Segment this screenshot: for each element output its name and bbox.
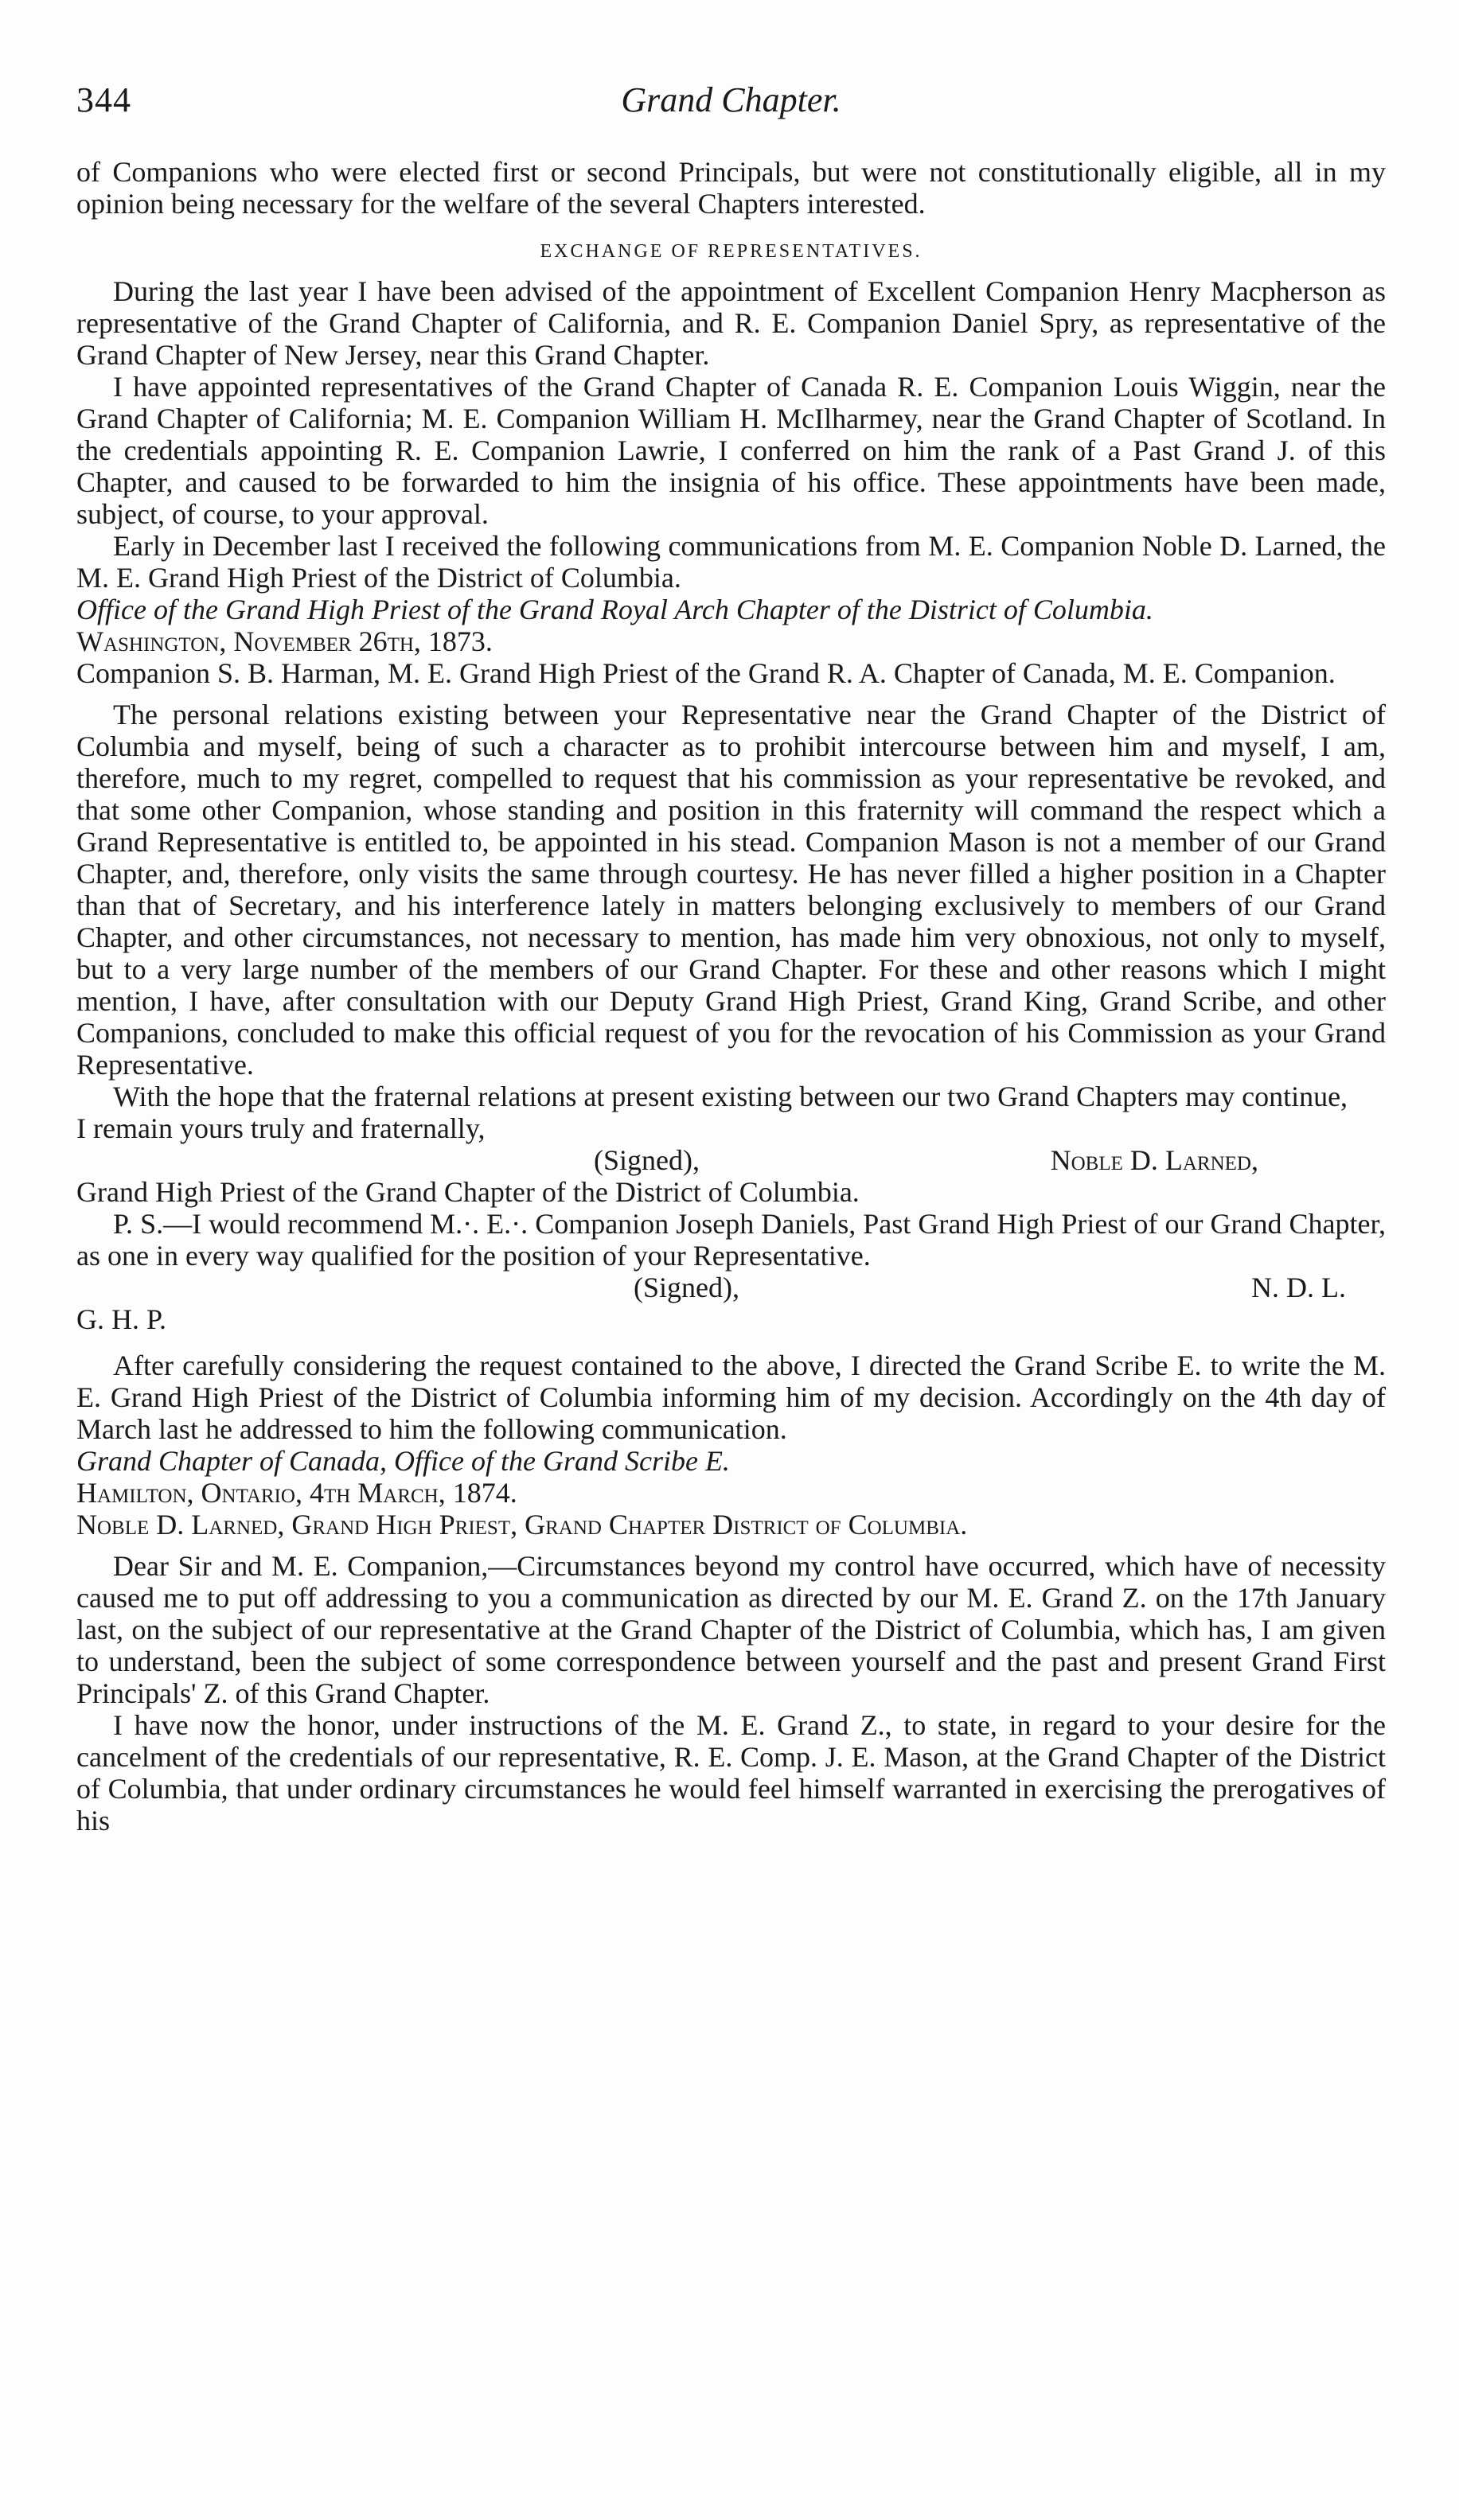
letter-body: The personal relations existing between your Representative near the Grand Chapter of the District of Columbia and myself, being of such a character as to prohibit intercourse between him and myself, I am, therefore, much to my regret, compelled to request that his commission as your representative be revoked, and that some other Companion, whose standing and position in this fraternity will command the respect which a Grand Representative is entitled to, be appointed in his stead. Companion Mason is not a member of our Grand Chapter, and, therefore, only visits the same through courtesy. He has never filled a higher position in a Chapter than that of Secretary, and his interference lately in matters belonging exclusively to members of our Grand Chapter, and other circumstances, not necessary to mention, has made him very obnoxious, not only to myself, but to a very large number of the members of our Grand Chapter. For these and other reasons which I might mention, I have, after consultation with our Deputy Grand High Priest, Grand King, Grand Scribe, and other Companions, concluded to make this official request of you for the revocation of his Commission as your Grand Representative. <box>76 699 1386 1081</box>
letter2-body-1: Dear Sir and M. E. Companion,—Circumstances beyond my control have occurred, which have of necessity caused me to put off addressing to you a communication as directed by our M. E. Grand Z. on the 17th January last, on the subject of our representative at the Grand Chapter of the District of Columbia, which has, I am given to understand, been the subject of some correspondence between yourself and the past and present Grand First Principals' Z. of this Grand Chapter. <box>76 1550 1386 1709</box>
postscript-signature-row <box>76 1272 1386 1303</box>
signed-label: (Signed), <box>594 1144 700 1176</box>
running-title: Grand Chapter. <box>621 80 841 119</box>
letter-heading: Office of the Grand High Priest of the Grand Royal Arch Chapter of the District of Columbia. <box>76 594 1153 625</box>
postscript: P. S.—I would recommend M.·. E.·. Companion Joseph Daniels, Past Grand High Priest of our Grand Chapter, as one in every way qualified for the position of your Representative. <box>76 1208 1386 1272</box>
letter2-dateline: Hamilton, Ontario, 4th March, 1874. <box>76 1477 517 1509</box>
letter-hope: With the hope that the fraternal relations at present existing between our two Grand Chapters may continue, <box>113 1081 1348 1112</box>
letter2-addressee: Noble D. Larned, Grand High Priest, Grand Chapter District of Columbia. <box>76 1509 968 1540</box>
signature-row <box>76 1144 1386 1176</box>
section-heading: EXCHANGE OF REPRESENTATIVES. <box>540 241 923 262</box>
page-header <box>76 80 1386 135</box>
letter2-body-2: I have now the honor, under instructions of the M. E. Grand Z., to state, in regard to your desire for the cancelment of the credentials of our representative, R. E. Comp. J. E. Mason, at the Grand Chapter of the District of Columbia, that under ordinary circumstances he would feel himself warranted in exercising the prerogatives of his <box>76 1709 1386 1836</box>
letter-salutation: Companion S. B. Harman, M. E. Grand High Priest of the Grand R. A. Chapter of Canada, M. E. Companion. <box>76 657 1336 689</box>
letter2-heading: Grand Chapter of Canada, Office of the Grand Scribe E. <box>76 1445 730 1477</box>
letter-closing: I remain yours truly and fraternally, <box>76 1112 486 1144</box>
paragraph-decision: After carefully considering the request contained to the above, I directed the Grand Scribe E. to write the M. E. Grand High Priest of the District of Columbia informing him of my decision. Accordingly on the 4th day of March last he addressed to him the following communication. <box>76 1350 1386 1445</box>
postscript-signed-label: (Signed), <box>634 1272 739 1303</box>
page-number: 344 <box>76 80 131 119</box>
paragraph-continuation: of Companions who were elected first or second Principals, but were not constitutionally eligible, all in my opinion being necessary for the welfare of the several Chapters interested. <box>76 156 1386 220</box>
signer-title: Grand High Priest of the Grand Chapter of the District of Columbia. <box>76 1176 860 1208</box>
paragraph-communication-intro: Early in December last I received the following communications from M. E. Companion Noble D. Larned, the M. E. Grand High Priest of the District of Columbia. <box>76 530 1386 594</box>
postscript-initials: N. D. L. <box>1251 1272 1346 1303</box>
signer-name: Noble D. Larned, <box>1050 1144 1258 1176</box>
paragraph-representatives-appointed: I have appointed representatives of the Grand Chapter of Canada R. E. Companion Louis Wiggin, near the Grand Chapter of California; M. E. Companion William H. McIlharmey, near the Grand Chapter of Scotland. In the credentials appointing R. E. Companion Lawrie, I conferred on him the rank of a Past Grand J. of this Chapter, and caused to be forwarded to him the insignia of his office. These appointments have been made, subject, of course, to your approval. <box>76 371 1386 530</box>
paragraph-representatives-advised: During the last year I have been advised of the appointment of Excellent Companion Henry Macpherson as representative of the Grand Chapter of California, and R. E. Companion Daniel Spry, as representative of the Grand Chapter of New Jersey, near this Grand Chapter. <box>76 275 1386 371</box>
letter-dateline: Washington, November 26th, 1873. <box>76 625 493 657</box>
page-body <box>76 156 1386 1836</box>
postscript-title: G. H. P. <box>76 1303 167 1335</box>
